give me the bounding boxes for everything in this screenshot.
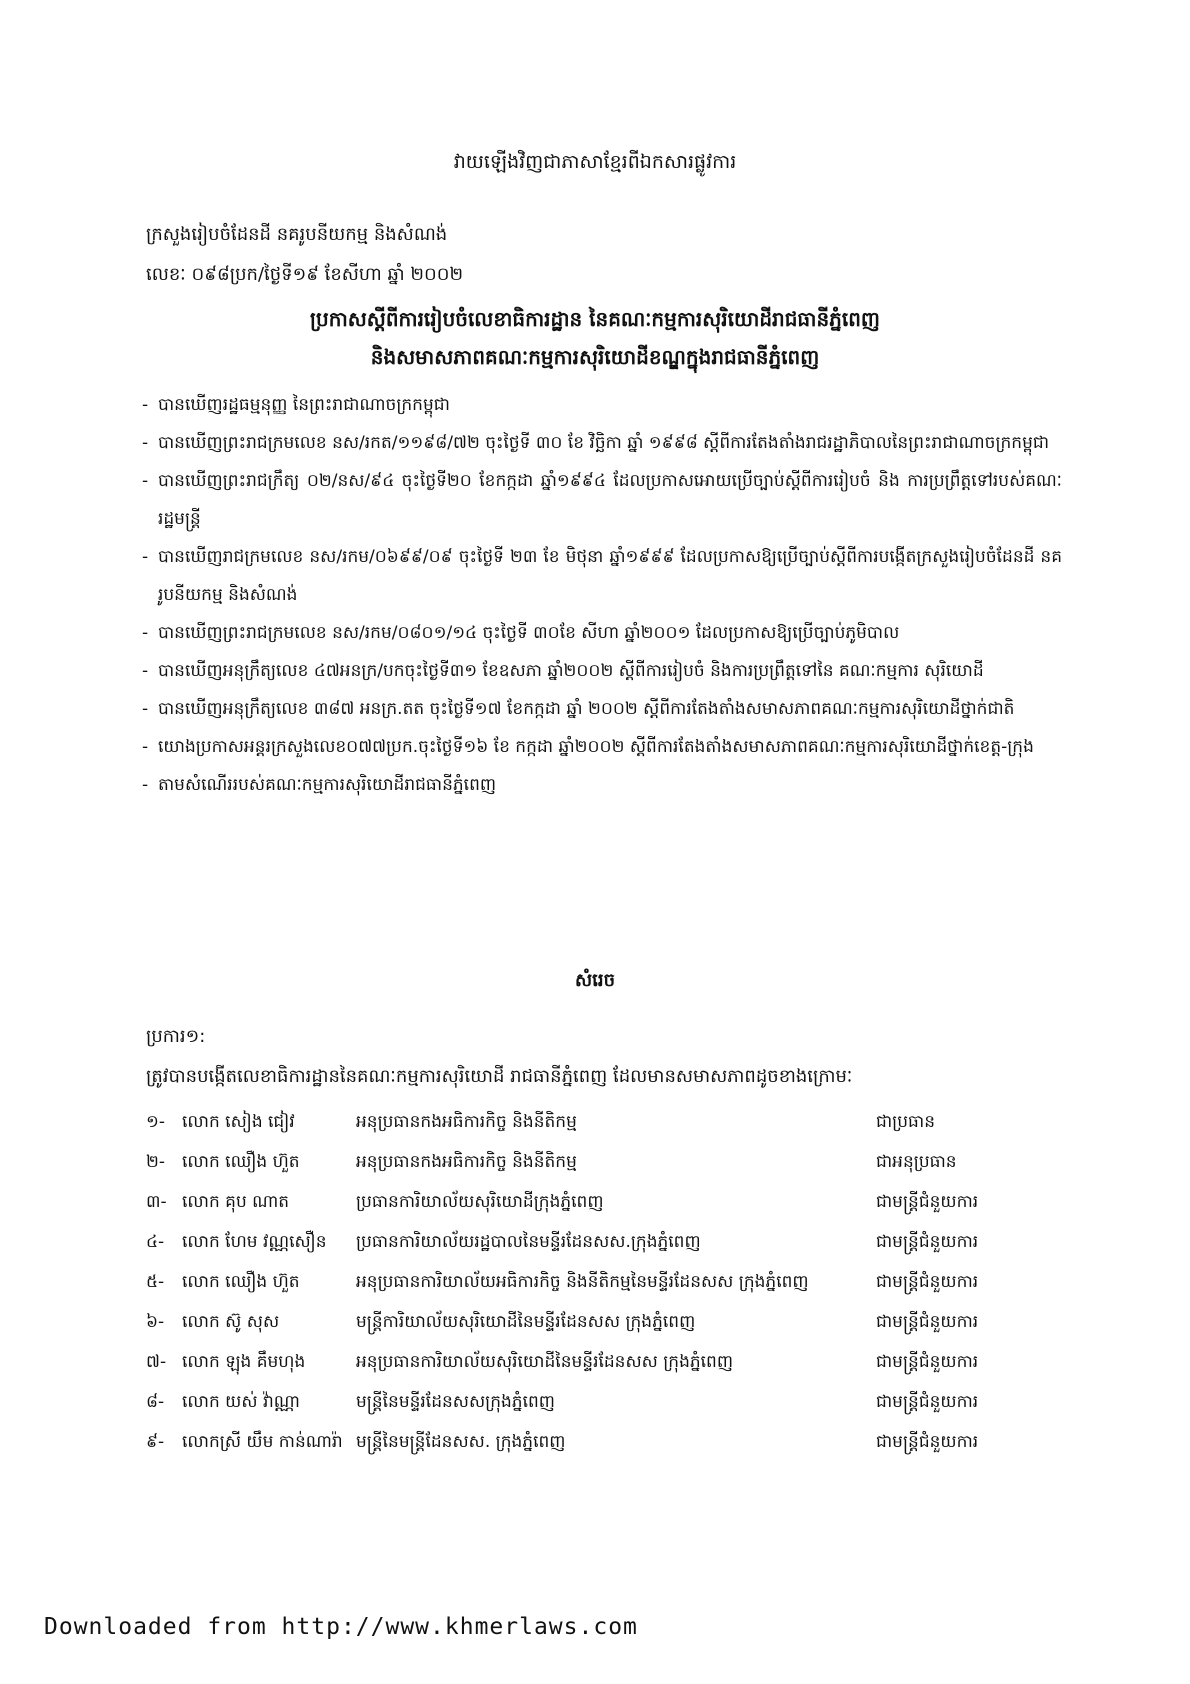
- member-title: ប្រធានការិយាល័យរដ្ឋបាលនៃមន្ទីរដែនសស.ក្រុងភ្នំពេញ: [356, 1232, 701, 1252]
- list-dash: -: [142, 623, 149, 643]
- member-number: ៨-: [146, 1392, 165, 1412]
- consideration-item: [142, 766, 1062, 804]
- consideration-text: បានឃើញអនុក្រឹត្យលេខ ៤៧អនក្រ/បកចុះថ្ងៃទី៣១ ខែឧសភា ឆ្នាំ២០០២ ស្តីពីការរៀបចំ និងការប្រព្រឹត្តទៅនៃ គណៈកម្មការ សុរិយោដី: [158, 661, 984, 681]
- list-dash: -: [142, 547, 149, 567]
- list-dash: -: [142, 661, 149, 681]
- consideration-text: យោងប្រកាសអន្តរក្រសួងលេខ០៧៧ប្រក.ចុះថ្ងៃទី១៦ ខែ កក្កដា ឆ្នាំ២០០២ ស្តីពីការតែងតាំងសមាសភាពគណៈកម្មការសុរិយោដីថ្នាក់ខេត្ត-ក្រុង: [158, 737, 1034, 757]
- document-title-line-2: និងសមាសភាពគណៈកម្មការសុរិយោដីខណ្ឌក្នុងរាជធានីភ្នំពេញ: [370, 345, 820, 369]
- consideration-item: [142, 614, 1062, 652]
- member-role: ជាមន្ត្រីជំនួយការ: [876, 1272, 979, 1292]
- consideration-text: បានឃើញព្រះរាជក្រមលេខ នស/រកត/១១៩៨/៧២ ចុះថ្ងៃទី ៣០ ខែ វិច្ឆិកា ឆ្នាំ ១៩៩៨ ស្តីពីការតែងតាំងរាជរដ្ឋាភិបាលនៃព្រះរាជាណាចក្រកម្ពុជា: [158, 433, 1050, 453]
- consideration-item: [142, 462, 1062, 538]
- member-row: [146, 1262, 1076, 1302]
- member-name: លោក ស៊ូ សុស: [182, 1312, 280, 1332]
- member-name: លោក ហែម វណ្ណសឿន: [182, 1232, 327, 1252]
- member-row: [146, 1342, 1076, 1382]
- consideration-item: [142, 690, 1062, 728]
- list-dash: -: [142, 775, 149, 795]
- member-title: អនុប្រធានការិយាល័យអធិការកិច្ច និងនីតិកម្មនៃមន្ទីរដែនសស ក្រុងភ្នំពេញ: [356, 1272, 809, 1292]
- member-number: ៦-: [146, 1312, 165, 1332]
- member-number: ៤-: [146, 1232, 165, 1252]
- consideration-text: បានឃើញអនុក្រឹត្យលេខ ៣៨៧ អនក្រ.តត ចុះថ្ងៃទី១៧ ខែកក្កដា ឆ្នាំ ២០០២ ស្តីពីការតែងតាំងសមាសភាពគណៈកម្មការសុរិយោដីថ្នាក់ជាតិ: [158, 699, 1015, 719]
- member-title: អនុប្រធានកងអធិការកិច្ច និងនីតិកម្ម: [356, 1112, 577, 1132]
- member-number: ៧-: [146, 1352, 167, 1372]
- list-dash: -: [142, 433, 149, 453]
- consideration-item: [142, 652, 1062, 690]
- consideration-text: បានឃើញព្រះរាជក្រមលេខ នស/រកម/០៨០១/១៤ ចុះថ្ងៃទី ៣០ខែ សីហា ឆ្នាំ២០០១ ដែលប្រកាសឱ្យប្រើច្បាប់ភូមិបាល: [158, 623, 900, 643]
- member-role: ជាមន្ត្រីជំនួយការ: [876, 1192, 979, 1212]
- member-number: ៣-: [146, 1192, 167, 1212]
- list-dash: -: [142, 471, 149, 491]
- member-row: [146, 1382, 1076, 1422]
- member-name: លោក យស់ វ៉ាណ្ណា: [182, 1392, 300, 1412]
- list-dash: -: [142, 699, 149, 719]
- considerations-list: [142, 386, 1062, 804]
- member-title: អនុប្រធានកងអធិការកិច្ច និងនីតិកម្ម: [356, 1152, 577, 1172]
- consideration-text: បានឃើញរាជក្រមលេខ នស/រកម/០៦៩៩/០៩ ចុះថ្ងៃទី ២៣ ខែ មិថុនា ឆ្នាំ១៩៩៩ ដែលប្រកាសឱ្យប្រើច្បាប់ស្តីពីការបង្កើតក្រសួងរៀបចំដែនដី នគរូបនីយកម្ម និងសំណង់: [158, 547, 1062, 605]
- consideration-text: តាមសំណើររបស់គណៈកម្មការសុរិយោដីរាជធានីភ្នំពេញ: [158, 775, 497, 795]
- member-row: [146, 1222, 1076, 1262]
- member-name: លោក ឡុង គឹមហុង: [182, 1352, 306, 1372]
- download-source-footer: Downloaded from http://www.khmerlaws.com: [44, 1614, 638, 1640]
- consideration-item: [142, 538, 1062, 614]
- member-title: មន្ត្រីនៃមន្ទីរដែនសសក្រុងភ្នំពេញ: [356, 1392, 555, 1412]
- member-role: ជាមន្ត្រីជំនួយការ: [876, 1312, 979, 1332]
- list-dash: -: [142, 395, 149, 415]
- member-role: ជាអនុប្រធាន: [876, 1152, 957, 1172]
- article-label: ប្រការ១:: [146, 1026, 206, 1047]
- member-role: ជាមន្ត្រីជំនួយការ: [876, 1392, 979, 1412]
- decision-heading: សំរេច: [575, 970, 615, 991]
- member-name: លោក ឈឿង ហ៊ួត: [182, 1272, 300, 1292]
- member-role: ជាមន្ត្រីជំនួយការ: [876, 1432, 979, 1452]
- member-role: ជាមន្ត្រីជំនួយការ: [876, 1232, 979, 1252]
- retyped-note: វាយឡើងវិញជាភាសាខ្មែរពីឯកសារផ្លូវការ: [453, 151, 737, 173]
- member-row: [146, 1182, 1076, 1222]
- member-name: លោក ឈឿង ហ៊ួត: [182, 1152, 300, 1172]
- member-number: ៥-: [146, 1272, 165, 1292]
- member-role: ជាប្រធាន: [876, 1112, 936, 1132]
- member-role: ជាមន្ត្រីជំនួយការ: [876, 1352, 979, 1372]
- reference-number: លេខៈ ០៩៨ប្រក/ថ្ងៃទី១៩ ខែសីហា ឆ្នាំ ២០០២: [146, 264, 464, 285]
- consideration-item: [142, 386, 1062, 424]
- member-row: [146, 1142, 1076, 1182]
- consideration-text: បានឃើញរដ្ឋធម្មនុញ្ញ នៃព្រះរាជាណាចក្រកម្ពុជា: [158, 395, 450, 415]
- member-number: ១-: [146, 1112, 166, 1132]
- member-number: ២-: [146, 1152, 166, 1172]
- consideration-text: បានឃើញព្រះរាជក្រឹត្យ ០២/នស/៩៤ ចុះថ្ងៃទី២០ ខែកក្កដា ឆ្នាំ១៩៩៤ ដែលប្រកាសអោយប្រើច្បាប់ស្តីពីការរៀបចំ និង ការប្រព្រឹត្តទៅរបស់គណៈរដ្ឋមន្ត្រី: [158, 471, 1062, 529]
- member-name: លោក សៀង ជៀវ: [182, 1112, 295, 1132]
- member-title: មន្ត្រីនៃមន្ត្រីដែនសស. ក្រុងភ្នំពេញ: [356, 1432, 566, 1452]
- member-title: ប្រធានការិយាល័យសុរិយោដីក្រុងភ្នំពេញ: [356, 1192, 604, 1212]
- member-row: [146, 1302, 1076, 1342]
- member-name: លោកស្រី យឹម កាន់ណារ៉ា: [182, 1432, 343, 1452]
- member-name: លោក គុប ណាត: [182, 1192, 290, 1212]
- member-number: ៩-: [146, 1432, 165, 1452]
- member-title: មន្ត្រីការិយាល័យសុរិយោដីនៃមន្ទីរដែនសស ក្រុងភ្នំពេញ: [356, 1312, 696, 1332]
- document-title-line-1: ប្រកាសស្តីពីការរៀបចំលេខាធិការដ្ឋាន នៃគណៈកម្មការសុរិយោដីរាជធានីភ្នំពេញ: [310, 307, 880, 331]
- member-row: [146, 1422, 1076, 1462]
- member-row: [146, 1102, 1076, 1142]
- article-text: ត្រូវបានបង្កើតលេខាធិការដ្ឋាននៃគណៈកម្មការសុរិយោដី រាជធានីភ្នំពេញ ដែលមានសមាសភាពដូចខាងក្រោមៈ: [146, 1066, 853, 1087]
- ministry-name: ក្រសួងរៀបចំដែនដី នគរូបនីយកម្ម និងសំណង់: [146, 224, 448, 245]
- list-dash: -: [142, 737, 149, 757]
- consideration-item: [142, 424, 1062, 462]
- member-title: អនុប្រធានការិយាល័យសុរិយោដីនៃមន្ទីរដែនសស ក្រុងភ្នំពេញ: [356, 1352, 734, 1372]
- consideration-item: [142, 728, 1062, 766]
- members-list: [146, 1102, 1076, 1462]
